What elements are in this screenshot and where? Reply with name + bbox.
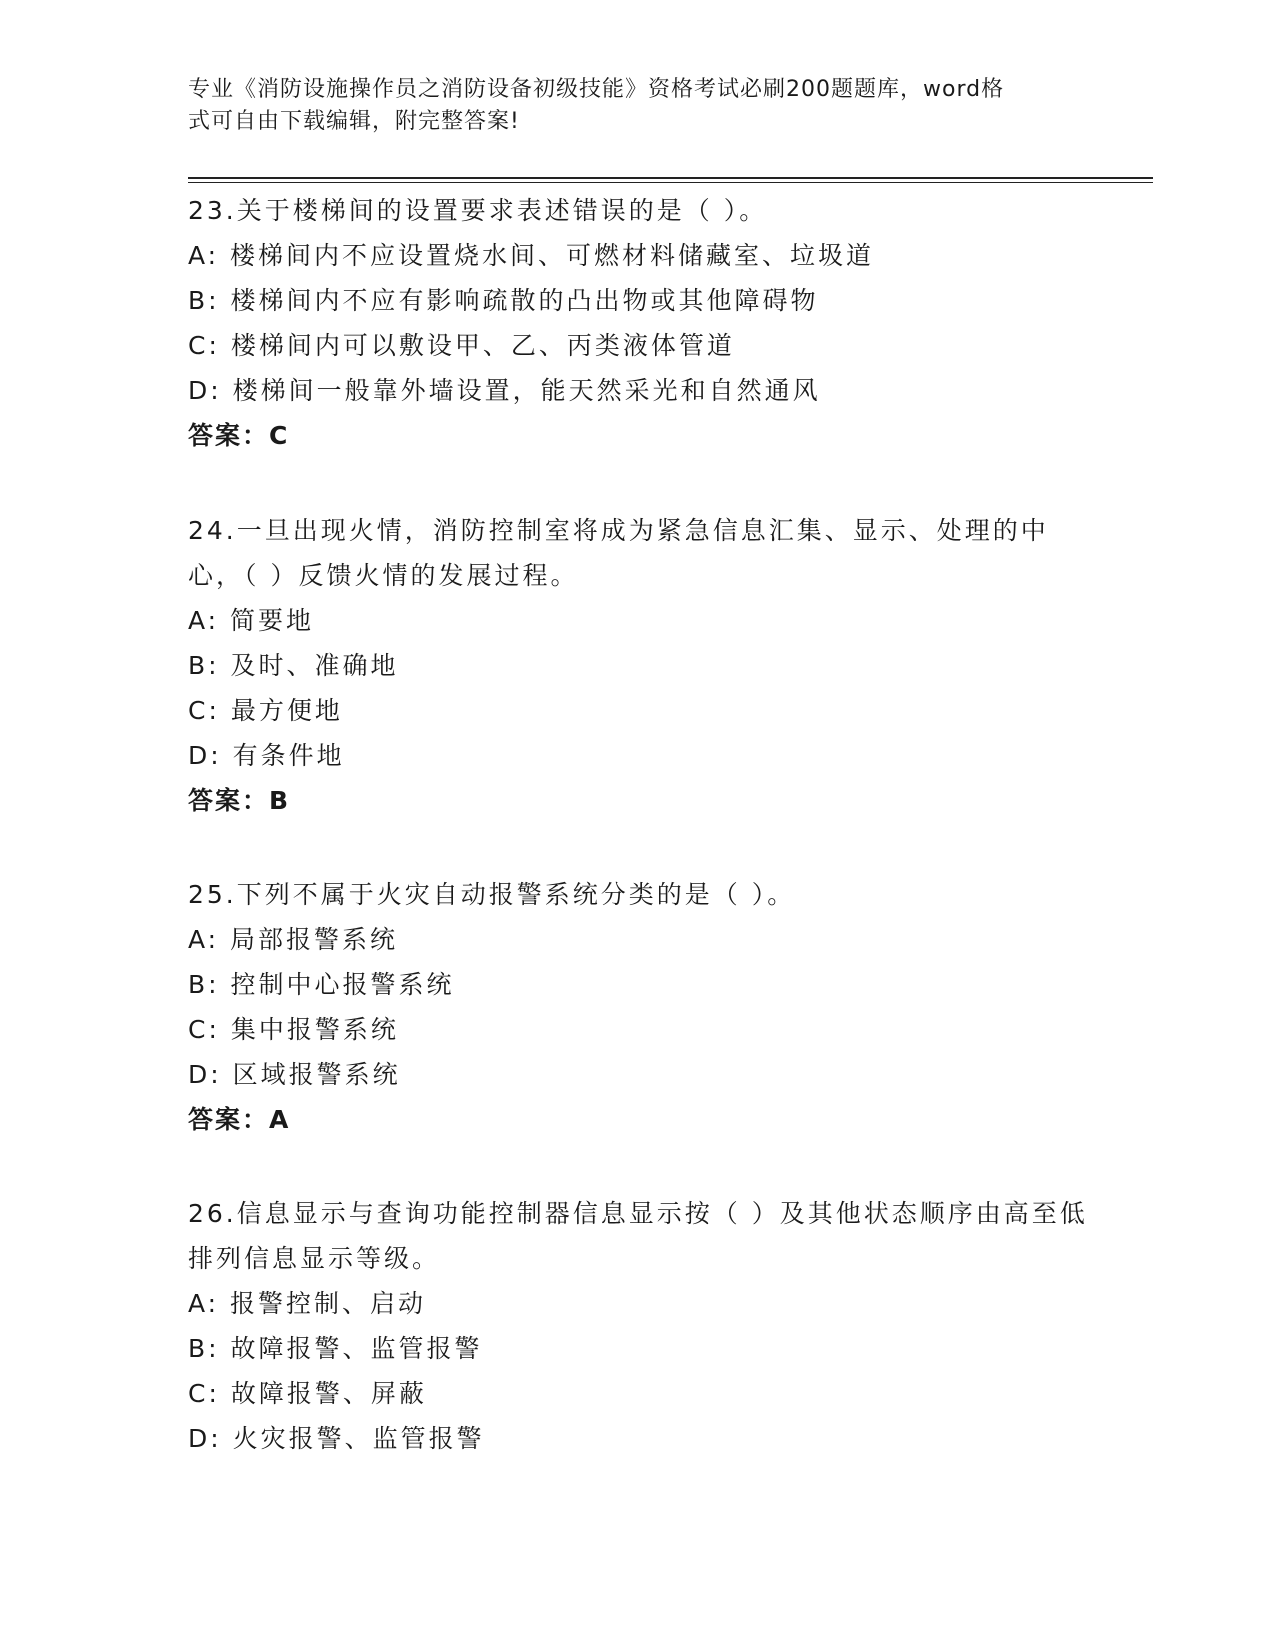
- question-stem: 23.关于楼梯间的设置要求表述错误的是（ ）。: [188, 196, 768, 225]
- question-24: [188, 508, 1088, 823]
- question-stem: 25.下列不属于火灾自动报警系统分类的是（ ）。: [188, 880, 796, 909]
- option-a: A: 报警控制、启动: [188, 1289, 427, 1318]
- option-a: A: 简要地: [188, 606, 315, 635]
- option-b: B: 楼梯间内不应有影响疏散的凸出物或其他障碍物: [188, 286, 819, 315]
- option-b: B: 及时、准确地: [188, 651, 399, 680]
- header-line-1: 专业《消防设施操作员之消防设备初级技能》资格考试必刷200题题库，word格: [188, 77, 1005, 102]
- question-26: [188, 1191, 1088, 1461]
- question-stem: 26.信息显示与查询功能控制器信息显示按（ ）及其他状态顺序由高至低排列信息显示等级。: [188, 1199, 1088, 1273]
- option-a: A: 楼梯间内不应设置烧水间、可燃材料储藏室、垃圾道: [188, 241, 875, 270]
- option-d: D: 楼梯间一般靠外墙设置，能天然采光和自然通风: [188, 376, 821, 405]
- option-b: B: 故障报警、监管报警: [188, 1334, 483, 1363]
- option-d: D: 区域报警系统: [188, 1060, 401, 1089]
- header-line-2: 式可自由下载编辑，附完整答案!: [188, 109, 520, 134]
- option-c: C: 楼梯间内可以敷设甲、乙、丙类液体管道: [188, 331, 735, 360]
- question-25: [188, 872, 1088, 1142]
- option-c: C: 集中报警系统: [188, 1015, 399, 1044]
- header-divider-thick: [188, 177, 1153, 179]
- answer-line: 答案：A: [188, 1105, 291, 1134]
- document-header: [188, 74, 1068, 138]
- option-d: D: 火灾报警、监管报警: [188, 1424, 485, 1453]
- answer-line: 答案：B: [188, 786, 291, 815]
- question-23: [188, 188, 1088, 458]
- option-c: C: 故障报警、屏蔽: [188, 1379, 427, 1408]
- option-b: B: 控制中心报警系统: [188, 970, 455, 999]
- header-divider-thin: [188, 182, 1153, 183]
- answer-line: 答案：C: [188, 421, 290, 450]
- option-c: C: 最方便地: [188, 696, 343, 725]
- question-stem: 24.一旦出现火情，消防控制室将成为紧急信息汇集、显示、处理的中心，（ ）反馈火情的发展过程。: [188, 516, 1049, 590]
- option-d: D: 有条件地: [188, 741, 345, 770]
- option-a: A: 局部报警系统: [188, 925, 399, 954]
